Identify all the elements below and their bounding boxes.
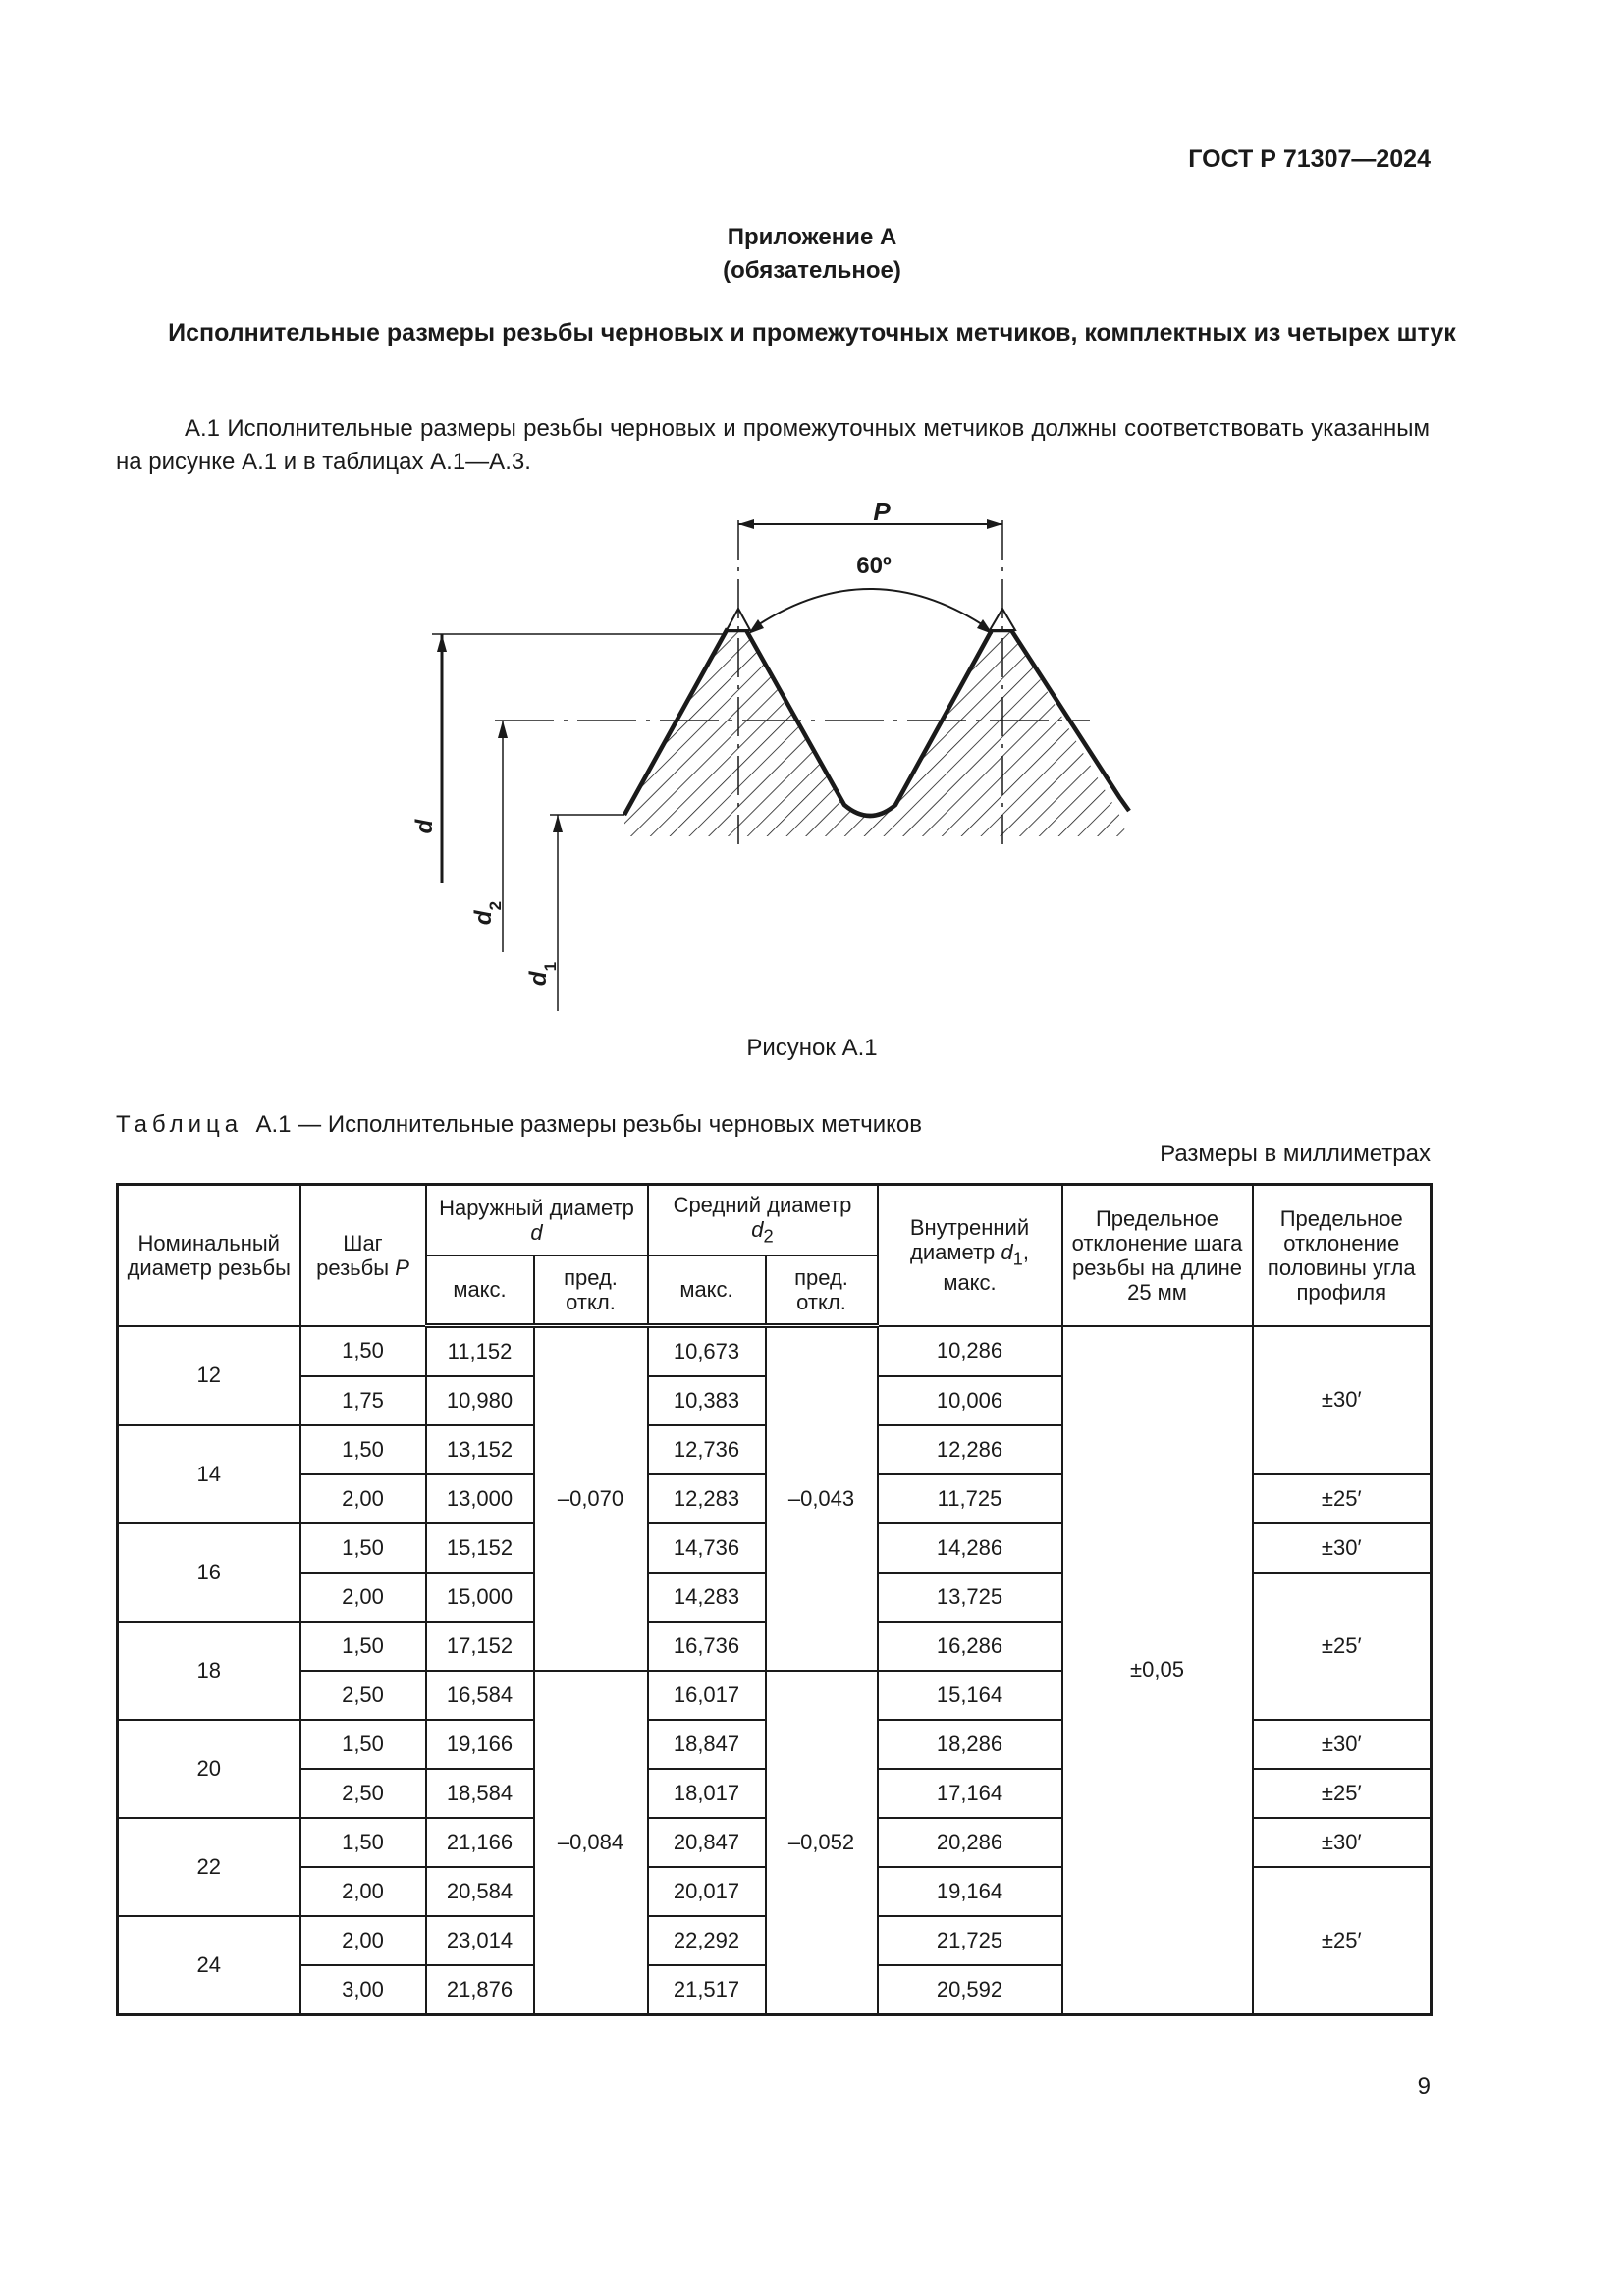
cell-d1-max: 12,286 (878, 1425, 1062, 1474)
cell-pitch: 2,00 (300, 1474, 426, 1523)
cell-pitch: 2,50 (300, 1769, 426, 1818)
header-half-angle-deviation: Предельное отклонение половины угла профиля (1253, 1185, 1432, 1326)
cell-pitch: 2,50 (300, 1671, 426, 1720)
cell-d2-dev: –0,043 (766, 1326, 878, 1672)
cell-nominal: 20 (118, 1720, 300, 1818)
cell-d-max: 18,584 (426, 1769, 534, 1818)
figure-caption: Рисунок А.1 (746, 1035, 878, 1061)
cell-d-dev: –0,070 (534, 1326, 648, 1672)
cell-nominal: 14 (118, 1425, 300, 1523)
cell-pitch: 1,50 (300, 1326, 426, 1377)
cell-d-max: 11,152 (426, 1326, 534, 1377)
d1-label: $d_1$ (525, 961, 560, 987)
cell-pitch-dev: ±0,05 (1062, 1326, 1253, 2015)
cell-pitch: 1,75 (300, 1376, 426, 1425)
cell-d-max: 21,876 (426, 1965, 534, 2015)
cell-d2-max: 20,017 (648, 1867, 766, 1916)
header-outer-max: макс. (426, 1255, 534, 1326)
paragraph-text: А.1 Исполнительные размеры резьбы черновых и промежуточных метчиков должны соответствовать указанным на рисунке А.1 и в таблицах А.1—А.3. (116, 415, 1430, 475)
cell-d1-max: 17,164 (878, 1769, 1062, 1818)
cell-nominal: 22 (118, 1818, 300, 1916)
cell-d-max: 13,152 (426, 1425, 534, 1474)
d2-label: $d_2$ (470, 900, 505, 926)
cell-d-dev: –0,084 (534, 1671, 648, 2015)
cell-d-max: 15,000 (426, 1573, 534, 1622)
cell-d2-max: 12,736 (648, 1425, 766, 1474)
cell-d2-max: 18,847 (648, 1720, 766, 1769)
cell-half-angle-dev: ±25′ (1253, 1769, 1432, 1818)
cell-d1-max: 20,592 (878, 1965, 1062, 2015)
table-caption-prefix: Таблица (116, 1111, 244, 1138)
header-mean-max: макс. (648, 1255, 766, 1326)
cell-pitch: 3,00 (300, 1965, 426, 2015)
cell-pitch: 2,00 (300, 1916, 426, 1965)
table-caption (116, 1111, 922, 1139)
header-nominal: Номинальный диаметр резьбы (118, 1185, 300, 1326)
cell-d2-max: 16,736 (648, 1622, 766, 1671)
cell-nominal: 18 (118, 1622, 300, 1720)
section-title: Исполнительные размеры резьбы черновых и промежуточных метчиков, комплектных из четырех штук (168, 319, 1456, 347)
cell-d2-max: 14,283 (648, 1573, 766, 1622)
cell-pitch: 2,00 (300, 1867, 426, 1916)
cell-half-angle-dev: ±25′ (1253, 1474, 1432, 1523)
cell-pitch: 1,50 (300, 1818, 426, 1867)
cell-d2-max: 16,017 (648, 1671, 766, 1720)
page-number: 9 (1417, 2073, 1431, 2100)
pitch-arrow-right (987, 519, 1002, 529)
cell-d2-max: 18,017 (648, 1769, 766, 1818)
cell-d1-max: 15,164 (878, 1671, 1062, 1720)
cell-d2-dev: –0,052 (766, 1671, 878, 2015)
cell-d-max: 20,584 (426, 1867, 534, 1916)
cell-half-angle-dev: ±30′ (1253, 1818, 1432, 1867)
cell-pitch: 1,50 (300, 1622, 426, 1671)
angle-arrow-right (977, 619, 993, 634)
pitch-label: P (873, 497, 891, 526)
cell-d-max: 17,152 (426, 1622, 534, 1671)
cell-d-max: 21,166 (426, 1818, 534, 1867)
cell-d2-max: 14,736 (648, 1523, 766, 1573)
cell-half-angle-dev: ±25′ (1253, 1867, 1432, 2015)
header-inner-diameter: Внутренний диаметр $d_1$, макс. (878, 1185, 1062, 1326)
cell-d1-max: 18,286 (878, 1720, 1062, 1769)
cell-d1-max: 21,725 (878, 1916, 1062, 1965)
header-pitch-deviation: Предельное отклонение шага резьбы на длине 25 мм (1062, 1185, 1253, 1326)
cell-d1-max: 16,286 (878, 1622, 1062, 1671)
thread-profile-hatched-area (624, 630, 1127, 836)
cell-nominal: 12 (118, 1326, 300, 1426)
cell-d2-max: 10,383 (648, 1376, 766, 1425)
cell-d-max: 19,166 (426, 1720, 534, 1769)
header-mean-diameter: Средний диаметр $d_2$ (648, 1185, 878, 1255)
units-note: Размеры в миллиметрах (1160, 1141, 1431, 1167)
appendix-status: (обязательное) (723, 257, 901, 284)
cell-nominal: 24 (118, 1916, 300, 2015)
appendix-title: Приложение А (727, 224, 897, 250)
cell-d1-max: 10,006 (878, 1376, 1062, 1425)
d-label: d (411, 819, 438, 834)
cell-d2-max: 22,292 (648, 1916, 766, 1965)
cell-d-max: 15,152 (426, 1523, 534, 1573)
cell-pitch: 1,50 (300, 1523, 426, 1573)
cell-pitch: 2,00 (300, 1573, 426, 1622)
table-caption-text: А.1 — Исполнительные размеры резьбы черновых метчиков (255, 1111, 923, 1138)
header-mean-dev: пред. откл. (766, 1255, 878, 1326)
thread-dimensions-table (116, 1183, 1433, 2016)
angle-label: 60º (856, 553, 892, 579)
document-code: ГОСТ Р 71307—2024 (1188, 145, 1431, 173)
cell-d-max: 23,014 (426, 1916, 534, 1965)
cell-half-angle-dev: ±25′ (1253, 1573, 1432, 1720)
cell-d1-max: 14,286 (878, 1523, 1062, 1573)
cell-half-angle-dev: ±30′ (1253, 1720, 1432, 1769)
cell-d1-max: 11,725 (878, 1474, 1062, 1523)
angle-arc (753, 589, 988, 628)
cell-d-max: 10,980 (426, 1376, 534, 1425)
header-outer-dev: пред. откл. (534, 1255, 648, 1326)
cell-nominal: 16 (118, 1523, 300, 1622)
d1-arrow (553, 815, 563, 832)
angle-arrow-left (748, 619, 764, 634)
cell-d1-max: 13,725 (878, 1573, 1062, 1622)
cell-pitch: 1,50 (300, 1425, 426, 1474)
cell-pitch: 1,50 (300, 1720, 426, 1769)
cell-d2-max: 10,673 (648, 1326, 766, 1377)
cell-d1-max: 10,286 (878, 1326, 1062, 1377)
d2-arrow (498, 721, 508, 738)
d-arrow (437, 634, 447, 652)
cell-d1-max: 19,164 (878, 1867, 1062, 1916)
header-pitch: Шаг резьбы P (300, 1185, 426, 1326)
cell-half-angle-dev: ±30′ (1253, 1523, 1432, 1573)
cell-d-max: 16,584 (426, 1671, 534, 1720)
header-outer-diameter: Наружный диаметр d (426, 1185, 648, 1255)
cell-d2-max: 12,283 (648, 1474, 766, 1523)
cell-d2-max: 20,847 (648, 1818, 766, 1867)
paragraph-a1 (116, 412, 1430, 479)
pitch-arrow-left (738, 519, 754, 529)
cell-d1-max: 20,286 (878, 1818, 1062, 1867)
cell-d2-max: 21,517 (648, 1965, 766, 2015)
cell-half-angle-dev: ±30′ (1253, 1326, 1432, 1475)
cell-d-max: 13,000 (426, 1474, 534, 1523)
thread-profile-figure (393, 491, 1159, 1021)
